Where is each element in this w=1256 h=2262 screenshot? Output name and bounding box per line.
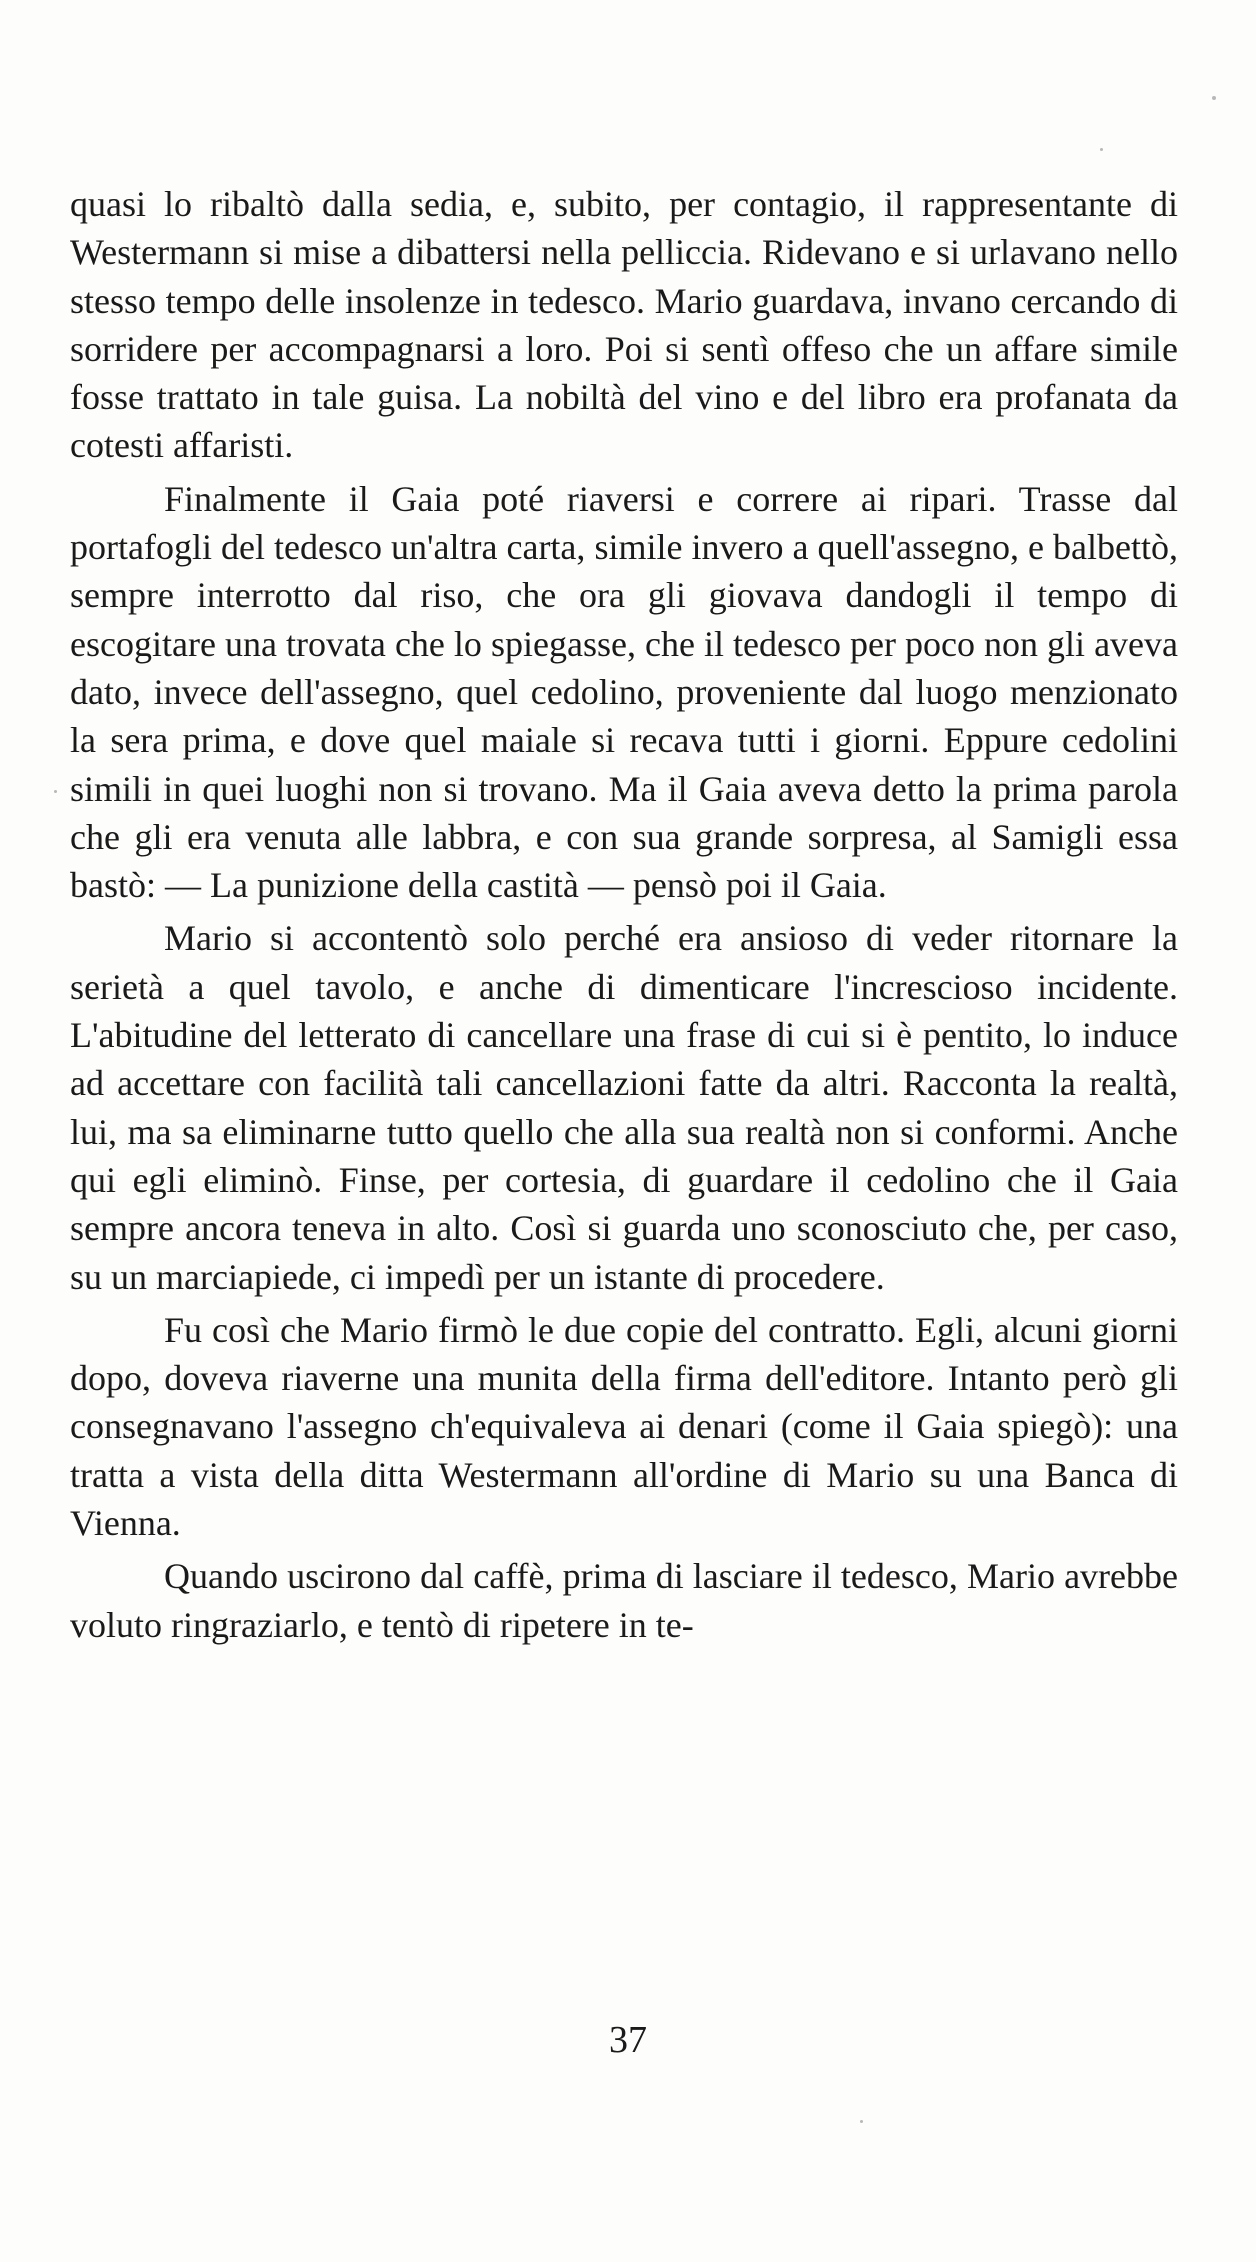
body-text xyxy=(70,180,1178,1654)
paragraph: Finalmente il Gaia poté riaversi e correre ai ripari. Trasse dal portafogli del tedesco un'altra carta, simile invero a quell'assegno, e balbettò, sempre interrotto dal riso, che ora gli giovava dandogli il tempo di escogitare una trovata che lo spiegasse, che il tedesco per poco non gli aveva dato, invece dell'assegno, quel cedolino, proveniente dal luogo menzionato la sera prima, e dove quel maiale si recava tutti i giorni. Eppure cedolini simili in quei luoghi non si trovano. Ma il Gaia aveva detto la prima parola che gli era venuta alle labbra, e con sua grande sorpresa, al Samigli essa bastò: — La punizione della castità — pensò poi il Gaia. xyxy=(70,478,1178,906)
paragraph: quasi lo ribaltò dalla sedia, e, subito, per contagio, il rappresentante di Westermann si mise a dibattersi nella pelliccia. Ridevano e si urlavano nello stesso tempo delle insolenze in tedesco. Mario guardava, invano cercando di sorridere per accompagnarsi a loro. Poi si sentì offeso che un affare simile fosse trattato in tale guisa. La nobiltà del vino e del libro era profanata da cotesti affaristi. xyxy=(70,184,1178,466)
page-number: 37 xyxy=(609,2019,647,2061)
paper-speck xyxy=(860,2120,863,2123)
paragraph: Quando uscirono dal caffè, prima di lasciare il tedesco, Mario avrebbe voluto ringraziarlo, e tentò di ripetere in te- xyxy=(70,1556,1178,1645)
paper-speck xyxy=(1100,148,1103,151)
paper-speck xyxy=(54,790,57,793)
paragraph: Fu così che Mario firmò le due copie del contratto. Egli, alcuni giorni dopo, doveva riaverne una munita della firma dell'editore. Intanto però gli consegnavano l'assegno ch'equivaleva ai denari (come il Gaia spiegò): una tratta a vista della ditta Westermann all'ordine di Mario su una Banca di Vienna. xyxy=(70,1309,1178,1544)
paper-speck xyxy=(1212,96,1216,100)
paragraph: Mario si accontentò solo perché era ansioso di veder ritornare la serietà a quel tavolo, e anche di dimenticare l'increscioso incidente. L'abitudine del letterato di cancellare una frase di cui si è pentito, lo induce ad accettare con facilità tali cancellazioni fatte da altri. Racconta la realtà, lui, ma sa eliminarne tutto quello che alla sua realtà non si conformi. Anche qui egli eliminò. Finse, per cortesia, di guardare il cedolino che il Gaia sempre ancora teneva in alto. Così si guarda uno sconosciuto che, per caso, su un marciapiede, ci impedì per un istante di procedere. xyxy=(70,918,1178,1297)
